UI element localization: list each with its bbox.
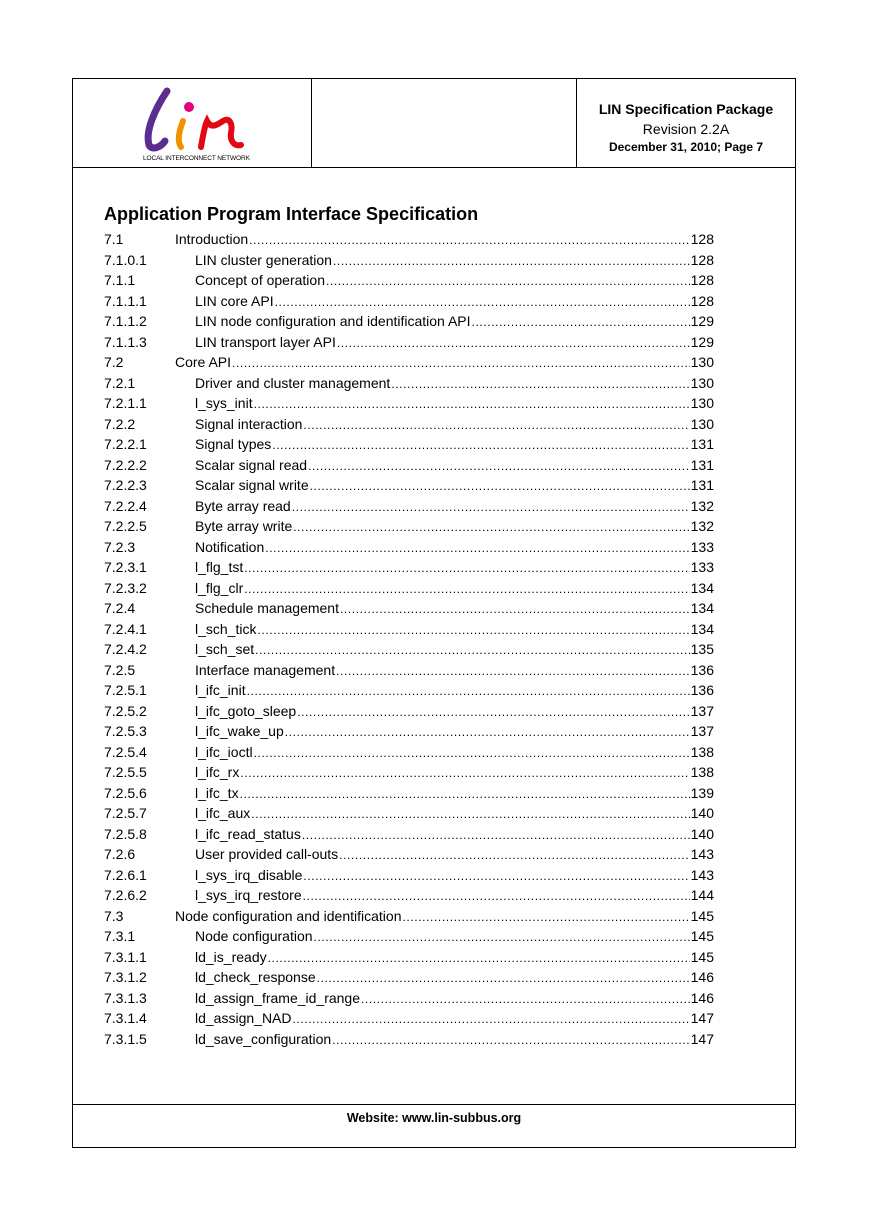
toc-entry-page: 138	[690, 764, 714, 780]
toc-entry[interactable]	[104, 721, 714, 742]
toc-entry-line	[195, 967, 714, 988]
toc-dot-leader	[317, 968, 690, 988]
toc-entry[interactable]	[104, 291, 714, 312]
toc-entry[interactable]	[104, 557, 714, 578]
toc-entry-title: Scalar signal write	[195, 477, 309, 493]
toc-entry-line	[195, 680, 714, 701]
toc-entry-line	[195, 926, 714, 947]
toc-entry-title: LIN node configuration and identification API	[195, 313, 471, 329]
toc-entry-page: 147	[690, 1010, 714, 1026]
toc-entry-line	[175, 906, 714, 927]
toc-entry-title: l_flg_tst	[195, 559, 244, 575]
toc-entry[interactable]	[104, 598, 714, 619]
toc-entry-title: l_sys_irq_disable	[195, 866, 303, 883]
logo-i-dot	[184, 102, 194, 112]
toc-entry-page: 128	[690, 292, 714, 309]
toc-entry-title: ld_check_response	[195, 969, 316, 985]
toc-entry-title: Driver and cluster management	[195, 374, 391, 391]
page-footer	[73, 1104, 795, 1147]
toc-entry-title: Signal interaction	[195, 415, 303, 432]
toc-dot-leader	[244, 579, 689, 599]
toc-dot-leader	[310, 476, 690, 496]
toc-entry-page: 130	[690, 374, 714, 391]
toc-dot-leader	[293, 517, 689, 537]
toc-entry-page: 134	[690, 579, 714, 596]
toc-entry-line	[195, 824, 714, 845]
toc-entry-number: 7.3.1.5	[104, 1030, 147, 1047]
toc-dot-leader	[326, 271, 690, 291]
toc-entry-line	[195, 537, 714, 558]
toc-entry[interactable]	[104, 988, 714, 1009]
toc-dot-leader	[340, 599, 690, 619]
toc-dot-leader	[303, 415, 689, 435]
toc-entry-number: 7.2.2.3	[104, 477, 147, 493]
header-blank-cell	[312, 79, 577, 167]
toc-entry-title: Core API	[175, 354, 232, 370]
toc-dot-leader	[265, 538, 689, 558]
toc-entry[interactable]	[104, 660, 714, 681]
toc-entry-page: 135	[690, 641, 714, 657]
toc-dot-leader	[254, 394, 690, 414]
toc-entry-number: 7.1.1.3	[104, 333, 147, 350]
toc-entry[interactable]	[104, 270, 714, 291]
toc-dot-leader	[247, 681, 690, 701]
header-info-cell	[577, 79, 795, 167]
toc-entry-page: 146	[690, 969, 714, 985]
toc-dot-leader	[240, 784, 690, 804]
toc-entry-number: 7.2.2.4	[104, 497, 147, 514]
toc-dot-leader	[293, 1009, 690, 1029]
toc-entry-title: LIN core API	[195, 292, 274, 309]
toc-entry[interactable]	[104, 455, 714, 476]
toc-entry-page: 132	[690, 497, 714, 514]
toc-entry-line	[195, 762, 714, 783]
toc-entry-number: 7.2.5.7	[104, 805, 147, 821]
toc-entry-number: 7.2.5.1	[104, 682, 147, 698]
toc-entry-page: 128	[690, 272, 714, 288]
toc-entry-title: Byte array read	[195, 497, 291, 514]
toc-dot-leader	[303, 866, 689, 886]
toc-entry-line	[195, 1008, 714, 1029]
toc-entry[interactable]	[104, 906, 714, 927]
toc-entry-title: Introduction	[175, 231, 249, 247]
toc-entry-number: 7.2.5.3	[104, 723, 147, 739]
toc-entry-number: 7.2.5.2	[104, 702, 147, 719]
toc-entry-title: l_sch_set	[195, 641, 255, 657]
toc-dot-leader	[336, 661, 690, 681]
toc-entry-page: 146	[690, 989, 714, 1006]
toc-dot-leader	[333, 251, 690, 271]
toc-entry-page: 132	[690, 518, 714, 534]
toc-entry[interactable]	[104, 373, 714, 394]
toc-entry-number: 7.3.1	[104, 928, 136, 944]
toc-entry-page: 128	[690, 251, 714, 268]
toc-entry[interactable]	[104, 414, 714, 435]
toc-entry[interactable]	[104, 516, 714, 537]
toc-entry-line	[195, 332, 714, 353]
toc-dot-leader	[232, 353, 690, 373]
toc-entry-page: 131	[690, 436, 714, 452]
toc-entry-number: 7.2.2.1	[104, 436, 147, 452]
toc-dot-leader	[403, 907, 690, 927]
toc-entry-line	[195, 598, 714, 619]
toc-entry-line	[195, 1029, 714, 1050]
toc-entry[interactable]	[104, 639, 714, 660]
toc-entry[interactable]	[104, 619, 714, 640]
toc-entry-page: 131	[690, 477, 714, 493]
toc-entry-line	[195, 865, 714, 886]
toc-entry-page: 138	[690, 743, 714, 760]
toc-entry[interactable]	[104, 885, 714, 906]
toc-entry-line	[195, 701, 714, 722]
toc-heading: Application Program Interface Specification	[104, 204, 479, 224]
toc-entry-number: 7.3	[104, 907, 124, 924]
toc-entry[interactable]	[104, 434, 714, 455]
toc-entry-number: 7.3.1.4	[104, 1010, 147, 1026]
toc-entry-number: 7.2.1.1	[104, 395, 147, 411]
toc-entry-page: 137	[690, 723, 714, 739]
toc-entry-number: 7.2.6.2	[104, 887, 147, 903]
package-title: LIN Specification Package	[598, 101, 774, 117]
toc-entry-page: 143	[690, 866, 714, 883]
toc-entry-number: 7.3.1.1	[104, 948, 147, 965]
toc-entry[interactable]	[104, 229, 714, 250]
toc-entry-title: l_sys_init	[195, 395, 253, 411]
toc-dot-leader	[308, 456, 690, 476]
toc-dot-leader	[339, 845, 689, 865]
toc-entry-page: 130	[690, 415, 714, 432]
toc-entry-page: 133	[690, 538, 714, 555]
toc-entry-number: 7.2.1	[104, 374, 136, 391]
toc-entry-title: l_ifc_aux	[195, 805, 251, 821]
toc-dot-leader	[251, 804, 689, 824]
toc-entry-title: Scalar signal read	[195, 456, 308, 473]
toc-dot-leader	[297, 702, 689, 722]
toc-entry-line	[195, 393, 714, 414]
toc-entry[interactable]	[104, 680, 714, 701]
toc-entry-line	[195, 434, 714, 455]
toc-entry-number: 7.2.4.2	[104, 641, 147, 657]
toc-dot-leader	[303, 886, 690, 906]
toc-entry-title: LIN transport layer API	[195, 333, 336, 350]
toc-entry-title: l_sys_irq_restore	[195, 887, 302, 903]
toc-entry-line	[195, 455, 714, 476]
toc-entry-title: l_ifc_ioctl	[195, 743, 253, 760]
toc-entry[interactable]	[104, 311, 714, 332]
date-page-label: December 31, 2010; Page 7	[608, 140, 764, 154]
toc-entry[interactable]	[104, 393, 714, 414]
toc-entry[interactable]	[104, 844, 714, 865]
toc-entry[interactable]	[104, 742, 714, 763]
toc-entry-title: LIN cluster generation	[195, 251, 332, 268]
toc-dot-leader	[292, 497, 690, 517]
toc-entry-number: 7.2.4.1	[104, 620, 147, 637]
toc-entry-number: 7.1.0.1	[104, 251, 147, 268]
toc-entry-number: 7.2.6.1	[104, 866, 147, 883]
toc-entry-line	[195, 270, 714, 291]
logo-cell	[73, 79, 312, 167]
toc-entry-page: 145	[690, 948, 714, 965]
toc-entry-page: 131	[690, 456, 714, 473]
toc-entry-page: 145	[690, 928, 714, 944]
toc-entry-page: 134	[690, 620, 714, 637]
toc-entry-number: 7.2.6	[104, 846, 136, 862]
toc-entry-number: 7.2.2.2	[104, 456, 147, 473]
toc-entry-line	[175, 229, 714, 250]
toc-dot-leader	[337, 333, 690, 353]
toc-entry[interactable]	[104, 1029, 714, 1050]
toc-dot-leader	[302, 825, 690, 845]
toc-entry[interactable]	[104, 701, 714, 722]
toc-entry-page: 139	[690, 784, 714, 801]
toc-entry-number: 7.2.5	[104, 661, 136, 678]
toc-entry-title: l_ifc_goto_sleep	[195, 702, 297, 719]
toc-entry-page: 145	[690, 907, 714, 924]
revision-label: Revision 2.2A	[642, 121, 730, 137]
toc-entry-number: 7.2.3	[104, 538, 136, 555]
toc-entry-page: 130	[690, 354, 714, 370]
toc-dot-leader	[240, 763, 689, 783]
toc-entry-title: Byte array write	[195, 518, 293, 534]
toc-entry-line	[195, 373, 714, 394]
lin-logo	[137, 87, 257, 153]
toc-entry-number: 7.2.5.4	[104, 743, 147, 760]
toc-entry-page: 136	[690, 661, 714, 678]
toc-entry[interactable]	[104, 865, 714, 886]
toc-entry-title: Node configuration	[195, 928, 313, 944]
toc-entry[interactable]	[104, 947, 714, 968]
toc-entry-title: Interface management	[195, 661, 336, 678]
toc-entry-page: 128	[690, 231, 714, 247]
toc-entry-page: 129	[690, 333, 714, 350]
toc-entry-line	[195, 721, 714, 742]
toc-entry-title: ld_is_ready	[195, 948, 267, 965]
toc-entry[interactable]	[104, 250, 714, 271]
toc-entry[interactable]	[104, 496, 714, 517]
toc-entry-title: Node configuration and identification	[175, 907, 402, 924]
toc-entry-line	[195, 475, 714, 496]
toc-entry-number: 7.2	[104, 354, 124, 370]
logo-letter-i	[179, 121, 183, 147]
toc-entry-line	[195, 783, 714, 804]
toc-entry-line	[195, 803, 714, 824]
toc-entry-page: 140	[690, 805, 714, 821]
toc-entry-line	[195, 619, 714, 640]
toc-entry-page: 144	[690, 887, 714, 903]
toc-entry[interactable]	[104, 926, 714, 947]
logo-letter-n	[201, 120, 241, 147]
toc-dot-leader	[255, 640, 689, 660]
toc-dot-leader	[314, 927, 690, 947]
toc-entry-line	[195, 660, 714, 681]
page-frame	[72, 78, 796, 1148]
toc-entry-number: 7.2.3.1	[104, 559, 147, 575]
toc-entry-number: 7.3.1.3	[104, 989, 147, 1006]
toc-entry-page: 129	[690, 313, 714, 329]
toc-entry[interactable]	[104, 332, 714, 353]
toc-entry-line	[195, 557, 714, 578]
toc-entry-title: l_flg_clr	[195, 579, 244, 596]
toc-entry-line	[195, 885, 714, 906]
toc-entry[interactable]	[104, 762, 714, 783]
toc-entry-line	[175, 352, 714, 373]
toc-dot-leader	[391, 374, 689, 394]
toc-dot-leader	[275, 292, 690, 312]
toc-dot-leader	[254, 743, 690, 763]
toc-entry-page: 136	[690, 682, 714, 698]
toc-entry-page: 143	[690, 846, 714, 862]
toc-entry-title: l_ifc_tx	[195, 784, 239, 801]
toc-entry-line	[195, 742, 714, 763]
toc-entry-page: 140	[690, 825, 714, 842]
toc-entry-title: Signal types	[195, 436, 272, 452]
toc-entry-line	[195, 578, 714, 599]
toc-entry-number: 7.2.2	[104, 415, 136, 432]
toc-entry-number: 7.3.1.2	[104, 969, 147, 985]
toc-entry-line	[195, 988, 714, 1009]
toc-entry-title: l_ifc_init	[195, 682, 246, 698]
toc-entry-line	[195, 639, 714, 660]
toc-entry-page: 134	[690, 600, 714, 616]
toc-entry-line	[195, 250, 714, 271]
toc-entry-title: ld_assign_frame_id_range	[195, 989, 360, 1006]
toc-dot-leader	[332, 1030, 689, 1050]
toc-entry-title: l_ifc_rx	[195, 764, 240, 780]
toc-entry-number: 7.2.3.2	[104, 579, 147, 596]
toc-entry-line	[195, 947, 714, 968]
toc-entry-number: 7.2.2.5	[104, 518, 147, 534]
toc-entry-number: 7.1.1.1	[104, 292, 147, 309]
toc-dot-leader	[361, 989, 690, 1009]
toc-entry-line	[195, 516, 714, 537]
toc-dot-leader	[257, 620, 689, 640]
toc-entry-line	[195, 844, 714, 865]
toc-entry-line	[195, 414, 714, 435]
toc-entry-line	[195, 291, 714, 312]
toc-entry[interactable]	[104, 578, 714, 599]
toc-entry-line	[195, 496, 714, 517]
toc-entry-number: 7.2.5.6	[104, 784, 147, 801]
toc-entry[interactable]	[104, 824, 714, 845]
toc-entry-page: 137	[690, 702, 714, 719]
toc-entry-number: 7.1.1.2	[104, 313, 147, 329]
toc-entry-title: Concept of operation	[195, 272, 325, 288]
toc-entry-title: Notification	[195, 538, 265, 555]
toc-entry[interactable]	[104, 1008, 714, 1029]
toc-dot-leader	[244, 558, 689, 578]
toc-entry[interactable]	[104, 803, 714, 824]
toc-dot-leader	[285, 722, 690, 742]
toc-dot-leader	[272, 435, 689, 455]
toc-entry[interactable]	[104, 475, 714, 496]
toc-entry-title: User provided call-outs	[195, 846, 339, 862]
toc-entry-number: 7.2.5.5	[104, 764, 147, 780]
toc-entry-number: 7.2.5.8	[104, 825, 147, 842]
toc-entry-line	[195, 311, 714, 332]
toc-entry-title: ld_assign_NAD	[195, 1010, 292, 1026]
toc-entry-page: 147	[690, 1030, 714, 1047]
toc-entry[interactable]	[104, 967, 714, 988]
toc-entry[interactable]	[104, 783, 714, 804]
toc-entry[interactable]	[104, 352, 714, 373]
toc-entry-title: Schedule management	[195, 600, 339, 616]
logo-letter-l	[148, 91, 167, 148]
toc-list	[104, 229, 714, 1049]
logo-tagline: LOCAL INTERCONNECT NETWORK	[143, 155, 250, 162]
toc-entry-title: ld_save_configuration	[195, 1030, 332, 1047]
toc-entry-number: 7.1	[104, 231, 124, 247]
toc-entry-title: l_ifc_read_status	[195, 825, 301, 842]
toc-entry-number: 7.1.1	[104, 272, 136, 288]
toc-entry-page: 130	[690, 395, 714, 411]
toc-entry-title: l_ifc_wake_up	[195, 723, 284, 739]
toc-section	[104, 203, 714, 1049]
page-header	[73, 79, 795, 168]
toc-entry-page: 133	[690, 559, 714, 575]
toc-entry-title: l_sch_tick	[195, 620, 257, 637]
toc-dot-leader	[249, 230, 689, 250]
toc-dot-leader	[472, 312, 690, 332]
toc-entry[interactable]	[104, 537, 714, 558]
toc-entry-number: 7.2.4	[104, 600, 136, 616]
website-link[interactable]: Website: www.lin-subbus.org	[346, 1111, 522, 1125]
toc-dot-leader	[268, 948, 690, 968]
